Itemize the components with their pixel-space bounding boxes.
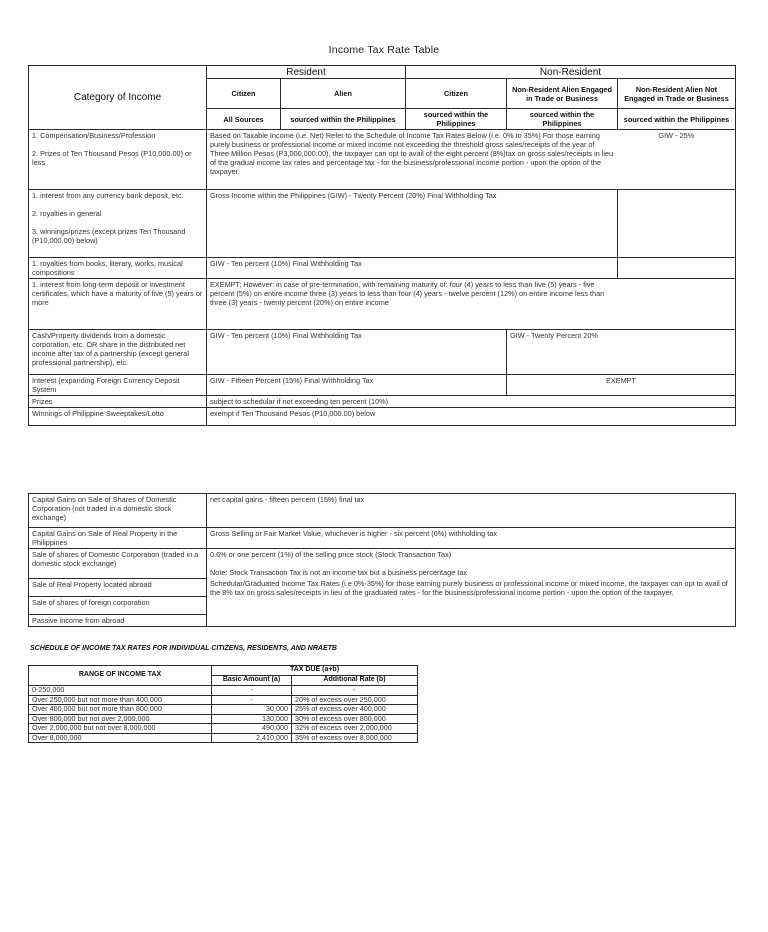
- basic-cell: -: [212, 686, 292, 696]
- rate-cell: subject to schedular if not exceeding ten percent (10%): [207, 396, 507, 408]
- rate-cell: Gross Income within the Philippines (GIW) - Twenty Percent (20%) Final Withholding Tax: [207, 190, 618, 258]
- rate-cell: GIW - 25%: [618, 130, 736, 190]
- rate-cell: exempt if Ten Thousand Pesos (P10,000.00) below: [207, 408, 507, 426]
- category-cell: 1. royalties from books, literary, works, musical compositions: [29, 258, 207, 279]
- range-cell: Over 800,000 but not over 2,000,000: [29, 714, 212, 724]
- category-cell: Capital Gains on Sale of Real Property in the Philippines: [29, 528, 207, 549]
- rate-cell: -: [292, 686, 418, 696]
- tax-due-header: TAX DUE (a+b): [212, 666, 418, 676]
- additional-rate-header: Additional Rate (b): [292, 676, 418, 686]
- category-item: 3. winnings/prizes (except prizes Ten Thousand (P10,000.00) below): [32, 227, 186, 245]
- table-row: [29, 279, 736, 330]
- all-sources-label: All Sources: [207, 109, 281, 130]
- category-cell: Sale of shares of foreign corporation: [29, 596, 207, 614]
- category-cell: 1. interest from long-term deposit or investment certificates, which have a maturity of five (5) years or more: [29, 279, 207, 330]
- rate-cell: 30% of excess over 800,000: [292, 714, 418, 724]
- rate-cell: [207, 549, 736, 579]
- resident-citizen-header: Citizen: [207, 79, 281, 109]
- empty-cell: [618, 190, 736, 258]
- empty-cell: [507, 408, 736, 426]
- table-row: [29, 494, 736, 528]
- table-row: [29, 130, 736, 190]
- category-cell: Winnings of Philippine Sweeptakes/Lotto: [29, 408, 207, 426]
- category-cell: Prizes: [29, 396, 207, 408]
- category-cell: Sale of shares of Domestic Corporation (traded in a domestic stock exchange): [29, 549, 207, 579]
- category-item: 1. Compensation/Business/Profession: [32, 131, 156, 140]
- rate-cell: 35% of excess over 8,000,000: [292, 733, 418, 743]
- sourced-label: sourced within the Philippines: [507, 109, 618, 130]
- category-cell: Cash/Property dividends from a domestic corporation, etc. OR share in the distributed net income after tax of a partnership (except general professional partnership), etc.: [29, 330, 207, 375]
- empty-cell: [507, 396, 736, 408]
- basic-cell: 130,000: [212, 714, 292, 724]
- rate-cell: GIW - Fifteen Percent (15%) Final Withholding Tax: [207, 375, 507, 396]
- rate-cell: GIW - Twenty Percent 20%: [507, 330, 736, 375]
- basic-cell: 30,000: [212, 705, 292, 715]
- category-item: 2. royalties in general: [32, 209, 102, 218]
- rate-cell: 32% of excess over 2,000,000: [292, 724, 418, 734]
- rate-cell: EXEMPT; However: in case of pre-termination, with remaining maturity of: four (4) years to less than five (5) years - five percent (5%) on entire income three (3) years to less than four (4) years - twelve percent (12%) on entire income less than three (3) years - twenty percent (20%) on entire income: [207, 279, 618, 330]
- basic-amount-header: Basic Amount (a): [212, 676, 292, 686]
- nraetb-header: Non-Resident Alien Engaged in Trade or Business: [507, 79, 618, 109]
- category-item: 2. Prizes of Ten Thousand Pesos (P10,000.00) or less: [32, 149, 192, 167]
- category-cell: Sale of Real Property located abroad: [29, 578, 207, 596]
- non-resident-header: Non-Resident: [406, 66, 736, 79]
- rate-cell: Gross Selling or Fair Market Value, whichever is higher - six percent (6%) withholding tax: [207, 528, 736, 549]
- table-row: [29, 408, 736, 426]
- resident-header: Resident: [207, 66, 406, 79]
- nr-citizen-header: Citizen: [406, 79, 507, 109]
- basic-cell: 490,000: [212, 724, 292, 734]
- basic-cell: -: [212, 695, 292, 705]
- category-cell: Passive income from abroad: [29, 614, 207, 626]
- rate-cell: EXEMPT: [507, 375, 736, 396]
- rate-text: 0.6% or one percent (1%) of the selling price stock (Stock Transaction Tax): [210, 550, 452, 559]
- category-cell: [29, 190, 207, 258]
- table-row: [29, 528, 736, 549]
- table-row: [29, 330, 736, 375]
- empty-cell: [618, 279, 736, 330]
- nranetb-header: Non-Resident Alien Not Engaged in Trade or Business: [618, 79, 736, 109]
- range-cell: Over 2,000,000 but not over 8,000,000: [29, 724, 212, 734]
- capital-gains-table: [28, 493, 736, 627]
- income-tax-rate-table: [28, 65, 736, 426]
- sourced-label: sourced within the Philippines: [281, 109, 406, 130]
- range-cell: Over 400,000 but not more than 800,000: [29, 705, 212, 715]
- table-row: [29, 190, 736, 258]
- table-row: [29, 375, 736, 396]
- basic-cell: 2,410,000: [212, 733, 292, 743]
- rate-cell: net capital gains - fifteen percent (15%) final tax: [207, 494, 736, 528]
- range-cell: 0-250,000: [29, 686, 212, 696]
- table-row: [29, 549, 736, 579]
- category-cell: Interest (expanding Foreign Currency Deposit System: [29, 375, 207, 396]
- table-row: [29, 396, 736, 408]
- table-row: [29, 705, 418, 715]
- table-row: [29, 695, 418, 705]
- range-cell: Over 250,000 but not more than 400,000: [29, 695, 212, 705]
- range-cell: Over 8,000,000: [29, 733, 212, 743]
- range-header: RANGE OF INCOME TAX: [29, 666, 212, 686]
- rate-cell: GIW - Ten percent (10%) Final Withholding Tax: [207, 258, 618, 279]
- rate-note: Note: Stock Transaction Tax is not an income tax but a business percentage tax: [210, 568, 468, 577]
- table-row: [29, 578, 736, 596]
- category-item: 1. interest from any currency bank deposit, etc.: [32, 191, 184, 200]
- schedule-title: SCHEDULE OF INCOME TAX RATES FOR INDIVIDUAL CITIZENS, RESIDENTS, AND NRAETB: [30, 645, 337, 652]
- schedule-table: [28, 665, 418, 743]
- category-cell: [29, 130, 207, 190]
- table-row: [29, 686, 418, 696]
- table-row: [29, 733, 418, 743]
- resident-alien-header: Alien: [281, 79, 406, 109]
- table-row: [29, 714, 418, 724]
- empty-cell: [618, 258, 736, 279]
- sourced-label: sourced within the Philippines: [618, 109, 736, 130]
- rate-cell: GIW - Ten percent (10%) Final Withholding Tax: [207, 330, 507, 375]
- rate-cell: 25% of excess over 400,000: [292, 705, 418, 715]
- rate-cell: Based on Taxable Income (i.e. Net) Refer to the Schedule of Income Tax Rates Below (i.e. 0% to 35%) For those earning purely business or professional income or mixed income not exceeding the threshold gross sales/receipts of the year of Three Million Pesos (P3,000,000.00), the taxpayer can opt to avail of the eight percent (8%)tax on gross sales/receipts in lieu of the gradual income tax rates and percentage tax - for the business/professional income portion - upon the option of the taxpayer.: [207, 130, 618, 190]
- page-title: Income Tax Rate Table: [328, 44, 440, 56]
- rate-cell: Schedular/Graduated Income Tax Rates (i.e 0%-35%) for those earning purely business or professional income or mixed income, the taxpayer can opt to avail of the 8% tax on gross sales/receipts in lieu of the graduated rates - for the business/professional income portion - upon the option of the taxpayer.: [207, 578, 736, 626]
- table-row: [29, 724, 418, 734]
- sourced-label: sourced within the Philippines: [406, 109, 507, 130]
- rate-cell: 20% of excess over 250,000: [292, 695, 418, 705]
- category-header: Category of Income: [29, 66, 207, 130]
- category-cell: Capital Gains on Sale of Shares of Domestic Corporation (not traded in a domestic stock exchange): [29, 494, 207, 528]
- table-row: [29, 258, 736, 279]
